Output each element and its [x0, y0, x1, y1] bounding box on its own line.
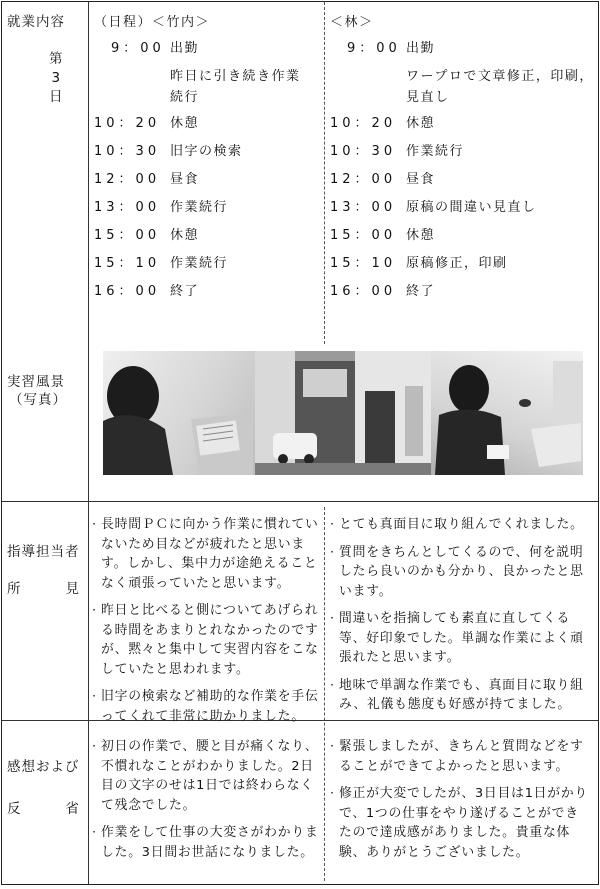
comment-item [92, 823, 322, 862]
comment-text: 長時間ＰＣに向かう作業に慣れていないため目などが疲れたと思います。しかし、集中力が途絶えることなく頑張っていたと思います。 [101, 517, 319, 591]
comment-text: 質問をきちんとしてくるので、何を説明したら良いのかも分かり、良かったと思います。 [339, 544, 584, 599]
day-label: 第 3 日 [49, 51, 64, 105]
schedule-row [330, 66, 594, 108]
schedule-activity: 終了 [170, 284, 200, 299]
schedule-activity: 終了 [406, 284, 436, 299]
schedule-activity: 昼食 [170, 172, 200, 187]
comment-item [330, 609, 592, 668]
schedule-row [330, 253, 594, 274]
schedule-row [330, 169, 594, 190]
comment-text: 作業をして仕事の大変さがわかりました。3日間お世話になりました。 [101, 825, 319, 860]
comment-text: 緊張しましたが、きちんと質問などをすることができてよかったと思います。 [339, 739, 584, 774]
schedule-row [94, 225, 322, 246]
bullet-icon: · [92, 603, 97, 618]
schedule-activity: 原稿修正，印刷 [406, 256, 508, 271]
comment-text: とても真面目に取り組んでくれました。 [339, 517, 584, 532]
comment-item [330, 543, 592, 602]
reflection-label: 感想および 反 省 [7, 759, 85, 817]
schedule-row [330, 113, 594, 134]
schedule-activity: 作業続行 [170, 200, 229, 215]
bullet-icon: · [330, 611, 335, 626]
schedule-row [330, 197, 594, 218]
comment-divider [324, 507, 325, 881]
bullet-icon: · [330, 544, 335, 560]
bullet-icon: · [92, 689, 97, 704]
comment-text: 昨日と比べると側についてあげられる時間をあまりとれなかったのですが、黙々と集中して実習内容をこなしていたと思われます。 [101, 603, 319, 677]
schedule-time: 12：00 [330, 172, 397, 187]
schedule-row [94, 281, 322, 302]
schedule-time: 10：20 [330, 116, 397, 131]
comment-item [92, 687, 322, 726]
schedule-takeuchi [94, 12, 322, 309]
comment-item [92, 601, 322, 679]
schedule-row [330, 38, 594, 59]
work-content-label: 就業内容 [7, 14, 65, 30]
schedule-row [94, 253, 322, 274]
schedule-header: ＜林＞ [330, 15, 374, 30]
schedule-activity: 休憩 [170, 228, 200, 243]
comment-text: 旧字の検索など補助的な作業を手伝ってくれて非常に助かりました。 [101, 689, 319, 724]
schedule-activity: 原稿の間違い見直し [406, 200, 537, 215]
bullet-icon: · [92, 825, 97, 840]
office-photo-street [255, 351, 431, 475]
comment-text: 地味で単調な作業でも、真面目に取り組み、礼儀も態度も好感が持てました。 [339, 677, 584, 712]
schedule-activity: 休憩 [170, 116, 200, 131]
comment-item [330, 515, 592, 535]
schedule-activity: 作業続行 [406, 144, 465, 159]
schedule-time: 16：00 [94, 284, 161, 299]
schedule-time: 10：30 [330, 144, 397, 159]
comment-text: 初日の作業で、腰と目が痛くなり、不慣れなことがわかりました。2日目の文字のせは1日では終わらなくて残念でした。 [101, 739, 319, 813]
schedule-row [94, 38, 322, 59]
bullet-icon: · [330, 739, 335, 754]
schedule-time: 10：30 [94, 144, 161, 159]
schedule-row [330, 141, 594, 162]
schedule-divider [324, 2, 325, 344]
comment-item [92, 737, 322, 815]
report-form [1, 1, 599, 885]
comment-item [330, 737, 592, 776]
schedule-time: 13：00 [330, 200, 397, 215]
schedule-time: 12：00 [94, 172, 161, 187]
bullet-icon: · [92, 739, 97, 754]
schedule-activity: 休憩 [406, 228, 436, 243]
column-divider [88, 2, 89, 884]
schedule-row [94, 169, 322, 190]
reflections-takeuchi [92, 737, 322, 870]
schedule-time: 15：00 [94, 228, 161, 243]
schedule-time: 9：00 [330, 41, 401, 56]
schedule-activity: 昼食 [406, 172, 436, 187]
office-photo-pc [431, 351, 583, 475]
row-divider [2, 501, 598, 502]
supervisor-comments-hayashi [330, 515, 592, 723]
schedule-row [330, 281, 594, 302]
schedule-time: 13：00 [94, 200, 161, 215]
schedule-activity: 休憩 [406, 116, 436, 131]
schedule-time [330, 66, 406, 108]
schedule-row [94, 197, 322, 218]
comment-text: 修正が大変でしたが、3日目は1日がかりで、1つの仕事をやり遂げることができたので達成感がありました。貴重な体験、ありがとうございました。 [339, 786, 589, 860]
bullet-icon: · [92, 517, 97, 532]
bullet-icon: · [330, 786, 335, 801]
schedule-time: 16：00 [330, 284, 397, 299]
reflections-hayashi [330, 737, 592, 870]
schedule-activity: ワープロで文章修正，印刷， 見直し [406, 69, 594, 105]
supervisor-label: 指導担当者 所 見 [7, 544, 85, 597]
schedule-header: （日程）＜竹内＞ [94, 15, 211, 30]
schedule-time: 15：10 [330, 256, 397, 271]
comment-item [92, 515, 322, 593]
schedule-time: 15：00 [330, 228, 397, 243]
schedule-time [94, 66, 170, 108]
comment-text: 間違いを指摘しても素直に直してくる等、好印象でした。単調な作業によく頑張れたと思います。 [339, 611, 584, 665]
schedule-activity: 出勤 [170, 41, 200, 56]
office-photo-desk [103, 351, 255, 475]
bullet-icon: · [330, 517, 335, 532]
schedule-activity: 作業続行 [170, 256, 229, 271]
schedule-activity: 旧字の検索 [170, 144, 243, 159]
schedule-row [330, 225, 594, 246]
comment-item [330, 784, 592, 862]
supervisor-comments-takeuchi [92, 515, 322, 734]
schedule-hayashi [330, 12, 594, 309]
schedule-time: 9：00 [94, 41, 165, 56]
schedule-row [94, 113, 322, 134]
schedule-row [94, 66, 322, 108]
schedule-time: 10：20 [94, 116, 161, 131]
schedule-row [94, 141, 322, 162]
schedule-activity: 昨日に引き続き作業 続行 [170, 69, 301, 105]
photos-label: 実習風景 （写真） [7, 374, 67, 408]
schedule-time: 15：10 [94, 256, 161, 271]
comment-item [330, 676, 592, 715]
schedule-activity: 出勤 [406, 41, 436, 56]
bullet-icon: · [330, 677, 335, 693]
